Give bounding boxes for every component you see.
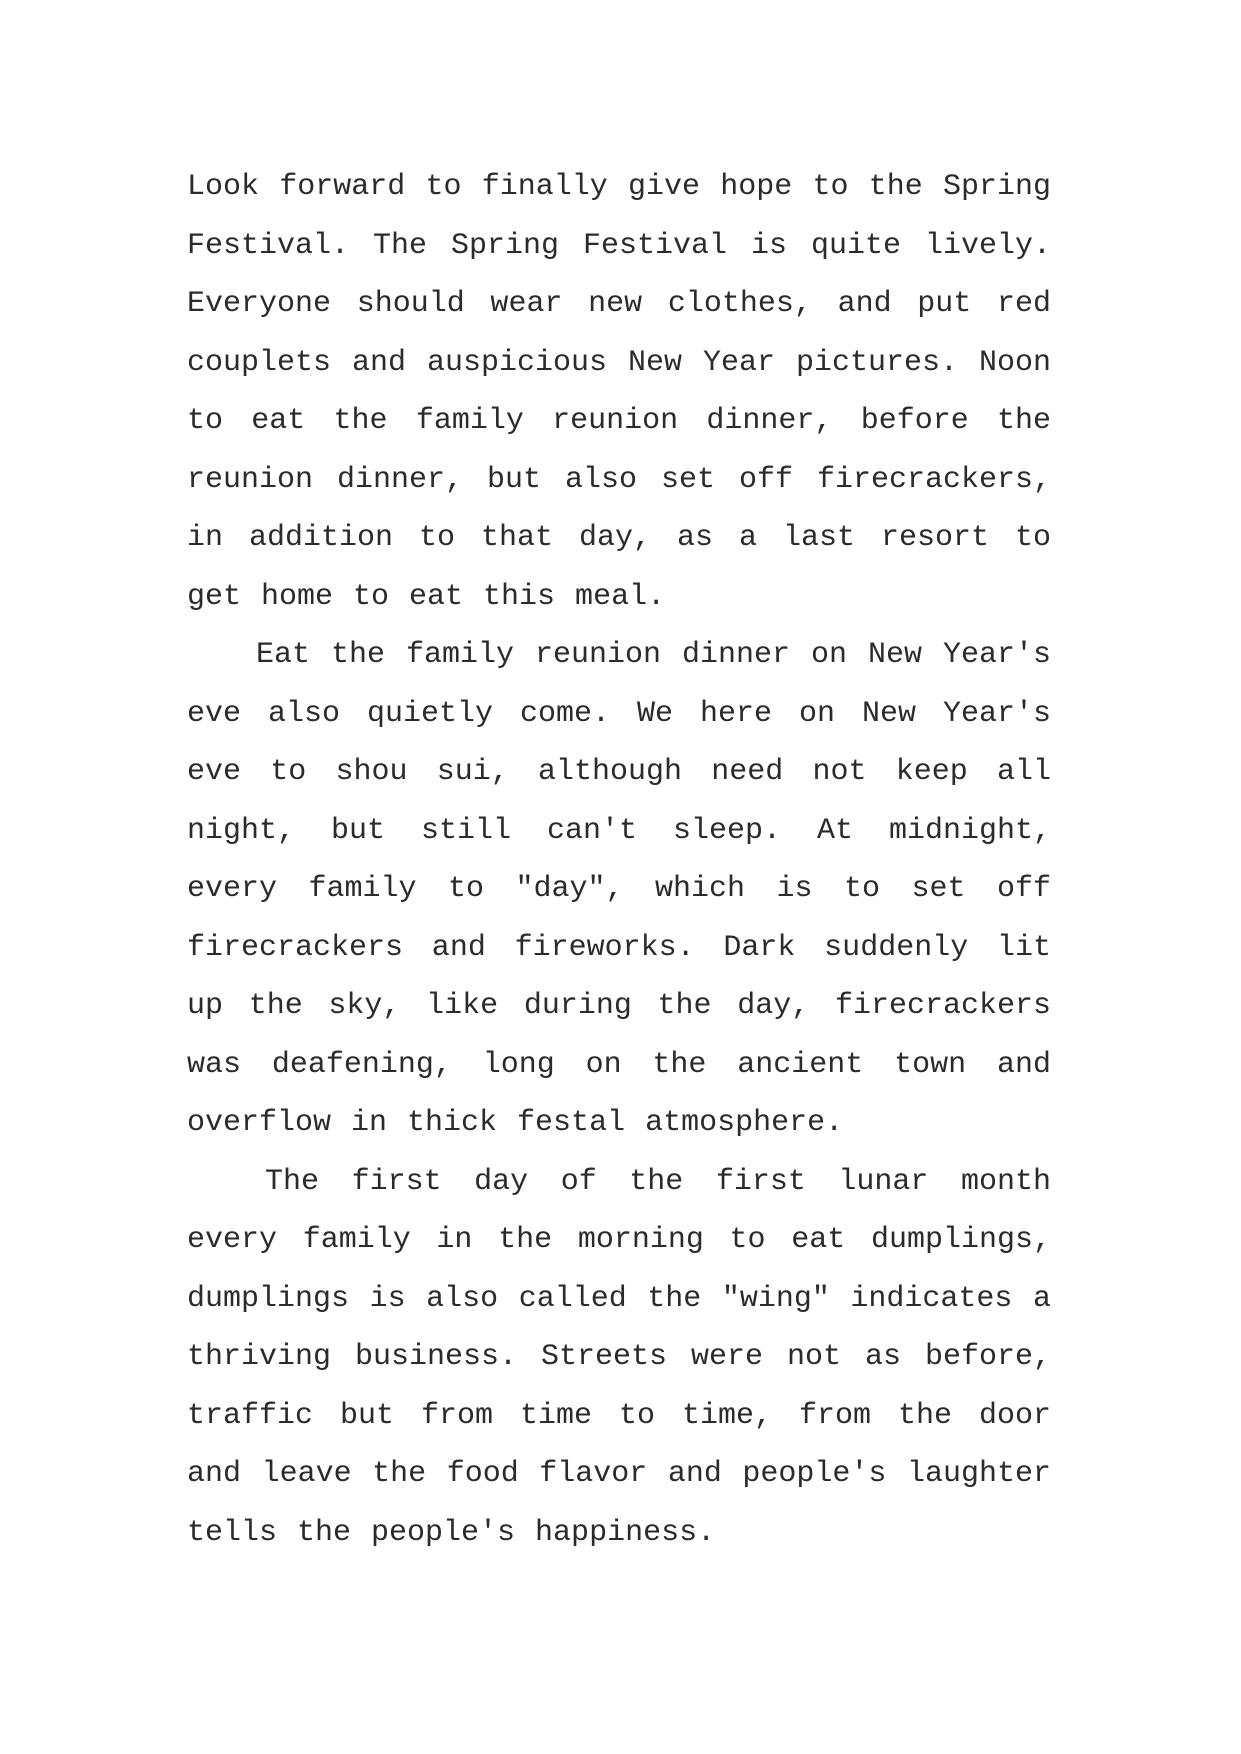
body-text [187,158,1051,1562]
paragraph-3: The first day of the first lunar month every family in the morning to eat dumplings, dumplings is also called the "wing" indicates a thriving business. Streets were not as before, traffic but from time to time, from the door and leave the food flavor and people's laughter tells the people's happiness. [187,1164,1051,1550]
paragraph-2: Eat the family reunion dinner on New Year's eve also quietly come. We here on New Year's eve to shou sui, although need not keep all night, but still can't sleep. At midnight, every family to "day", which is to set off firecrackers and fireworks. Dark suddenly lit up the sky, like during the day, firecrackers was deafening, long on the ancient town and overflow in thick festal atmosphere. [187,638,1051,1140]
paragraph-1: Look forward to finally give hope to the Spring Festival. The Spring Festival is quite lively. Everyone should wear new clothes, and put red couplets and auspicious New Year pictures. Noon to eat the family reunion dinner, before the reunion dinner, but also set off firecrackers, in addition to that day, as a last resort to get home to eat this meal. [187,170,1051,614]
